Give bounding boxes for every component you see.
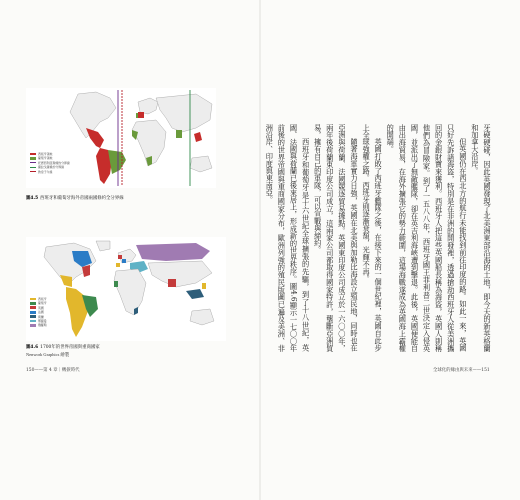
figure2-number: 圖4.6: [26, 345, 39, 350]
legend-label: 葡萄牙領地: [38, 156, 53, 161]
legend-item: [30, 323, 47, 327]
right-page-footer: 全球化的緣由與未來——151: [433, 368, 490, 373]
figure2-caption-text: 1700年的世界帝國與重商國家: [40, 345, 100, 350]
figure1-number: 圖4.5: [26, 196, 39, 201]
legend-line: [30, 171, 36, 172]
legend-label: 鄂圖曼: [38, 319, 47, 324]
empires-1700-map: [26, 237, 226, 341]
paragraph: 西班牙和葡萄牙是十六世紀全球擴張的先驅，到了十八世紀，英國、法國與荷蘭已後來居上，形成新的世界秩序。圖4.6顯示一七〇〇年前後的世界帝國與重商國家分布，歐洲列強的殖民版圖已遍及美洲、非洲沿岸、印度與東南亞。: [265, 124, 311, 352]
left-page: [0, 0, 259, 500]
legend-swatch: [30, 324, 36, 327]
figure2-credit: Nenwork Graphics 繪製: [26, 352, 70, 357]
left-page-footer: 150——第 4 章｜轉捩時代: [26, 368, 80, 373]
legend-line: [30, 167, 36, 168]
figure1-legend: [30, 152, 70, 174]
legend-label: 葡萄牙: [38, 301, 47, 306]
figure1-caption-text: 西班牙和葡萄牙海外帝國兩國條約全分界線: [40, 196, 124, 201]
legend-swatch: [30, 153, 36, 156]
legend-line: [30, 162, 36, 163]
legend-item: [30, 170, 70, 174]
legend-swatch: [30, 315, 36, 318]
legend-label: 俄羅斯: [38, 323, 47, 328]
legend-label: 法國: [38, 310, 44, 315]
legend-label: 西班牙: [38, 297, 47, 301]
map-graphic: [26, 237, 226, 341]
legend-label: 托德西利亞斯條約分界線: [38, 160, 70, 165]
legend-swatch: [30, 157, 36, 160]
figure1-caption: [26, 196, 124, 202]
figure2-legend: [30, 297, 47, 328]
legend-label: 英國: [38, 305, 44, 310]
body-text: [265, 124, 493, 352]
legend-swatch: [30, 320, 36, 323]
paragraph: 但英國仍在西北方的航行未能找到前往印度的路。如此一來，英國只好先訴諸海盜，特別是在非洲的開發裡，透過搶劫西班牙人從美洲攜回的金銀財寶來獲利。西班牙人把這些英國船長稱為海盜，英國人則稱他們為冒險家。到了一五八八年，西班牙國王菲利普二世決定入侵英國，並派出了無敵艦隊，卻在英吉利海峽遭到擊退。此後，英國便能自由出海貿易，在海外擴張它的勢力範圍，這場海戰遂成為英國海上霸權的開端。: [386, 124, 468, 352]
legend-swatch: [30, 306, 36, 309]
legend-label: 薩拉戈薩條約分界線: [38, 165, 65, 170]
paragraph: 隨著海軍實力日強，英國在北美與加勒比海設立殖民地，同時也在亞洲與荷蘭、法國競逐貿易據點。英國東印度公司成立於一六〇〇年，兩年後荷蘭東印度公司成立，這兩家公司都取得國家特許，壟斷亞洲貿易，擁有自己的軍隊，可以宣戰與締約。: [313, 124, 359, 352]
paragraph: 英國打敗了西班牙艦隊之後，在接下來的一個世紀裡，英國自此步上全球強權之路。西班牙則逐漸衰頹，光輝不再。: [362, 124, 384, 352]
legend-label: 西班牙領地: [38, 152, 53, 156]
legend-swatch: [30, 298, 36, 301]
legend-label: 教皇子午線: [38, 169, 53, 174]
legend-swatch: [30, 311, 36, 314]
legend-label: 荷蘭: [38, 314, 44, 319]
right-page: [261, 0, 520, 500]
figure2-caption: [26, 345, 100, 351]
legend-swatch: [30, 302, 36, 305]
paragraph: 牙硬硬碰，因此英國發現了北美洲東部沿海的土地，即今天的新英格蘭和加拿大沿岸。: [470, 124, 492, 352]
